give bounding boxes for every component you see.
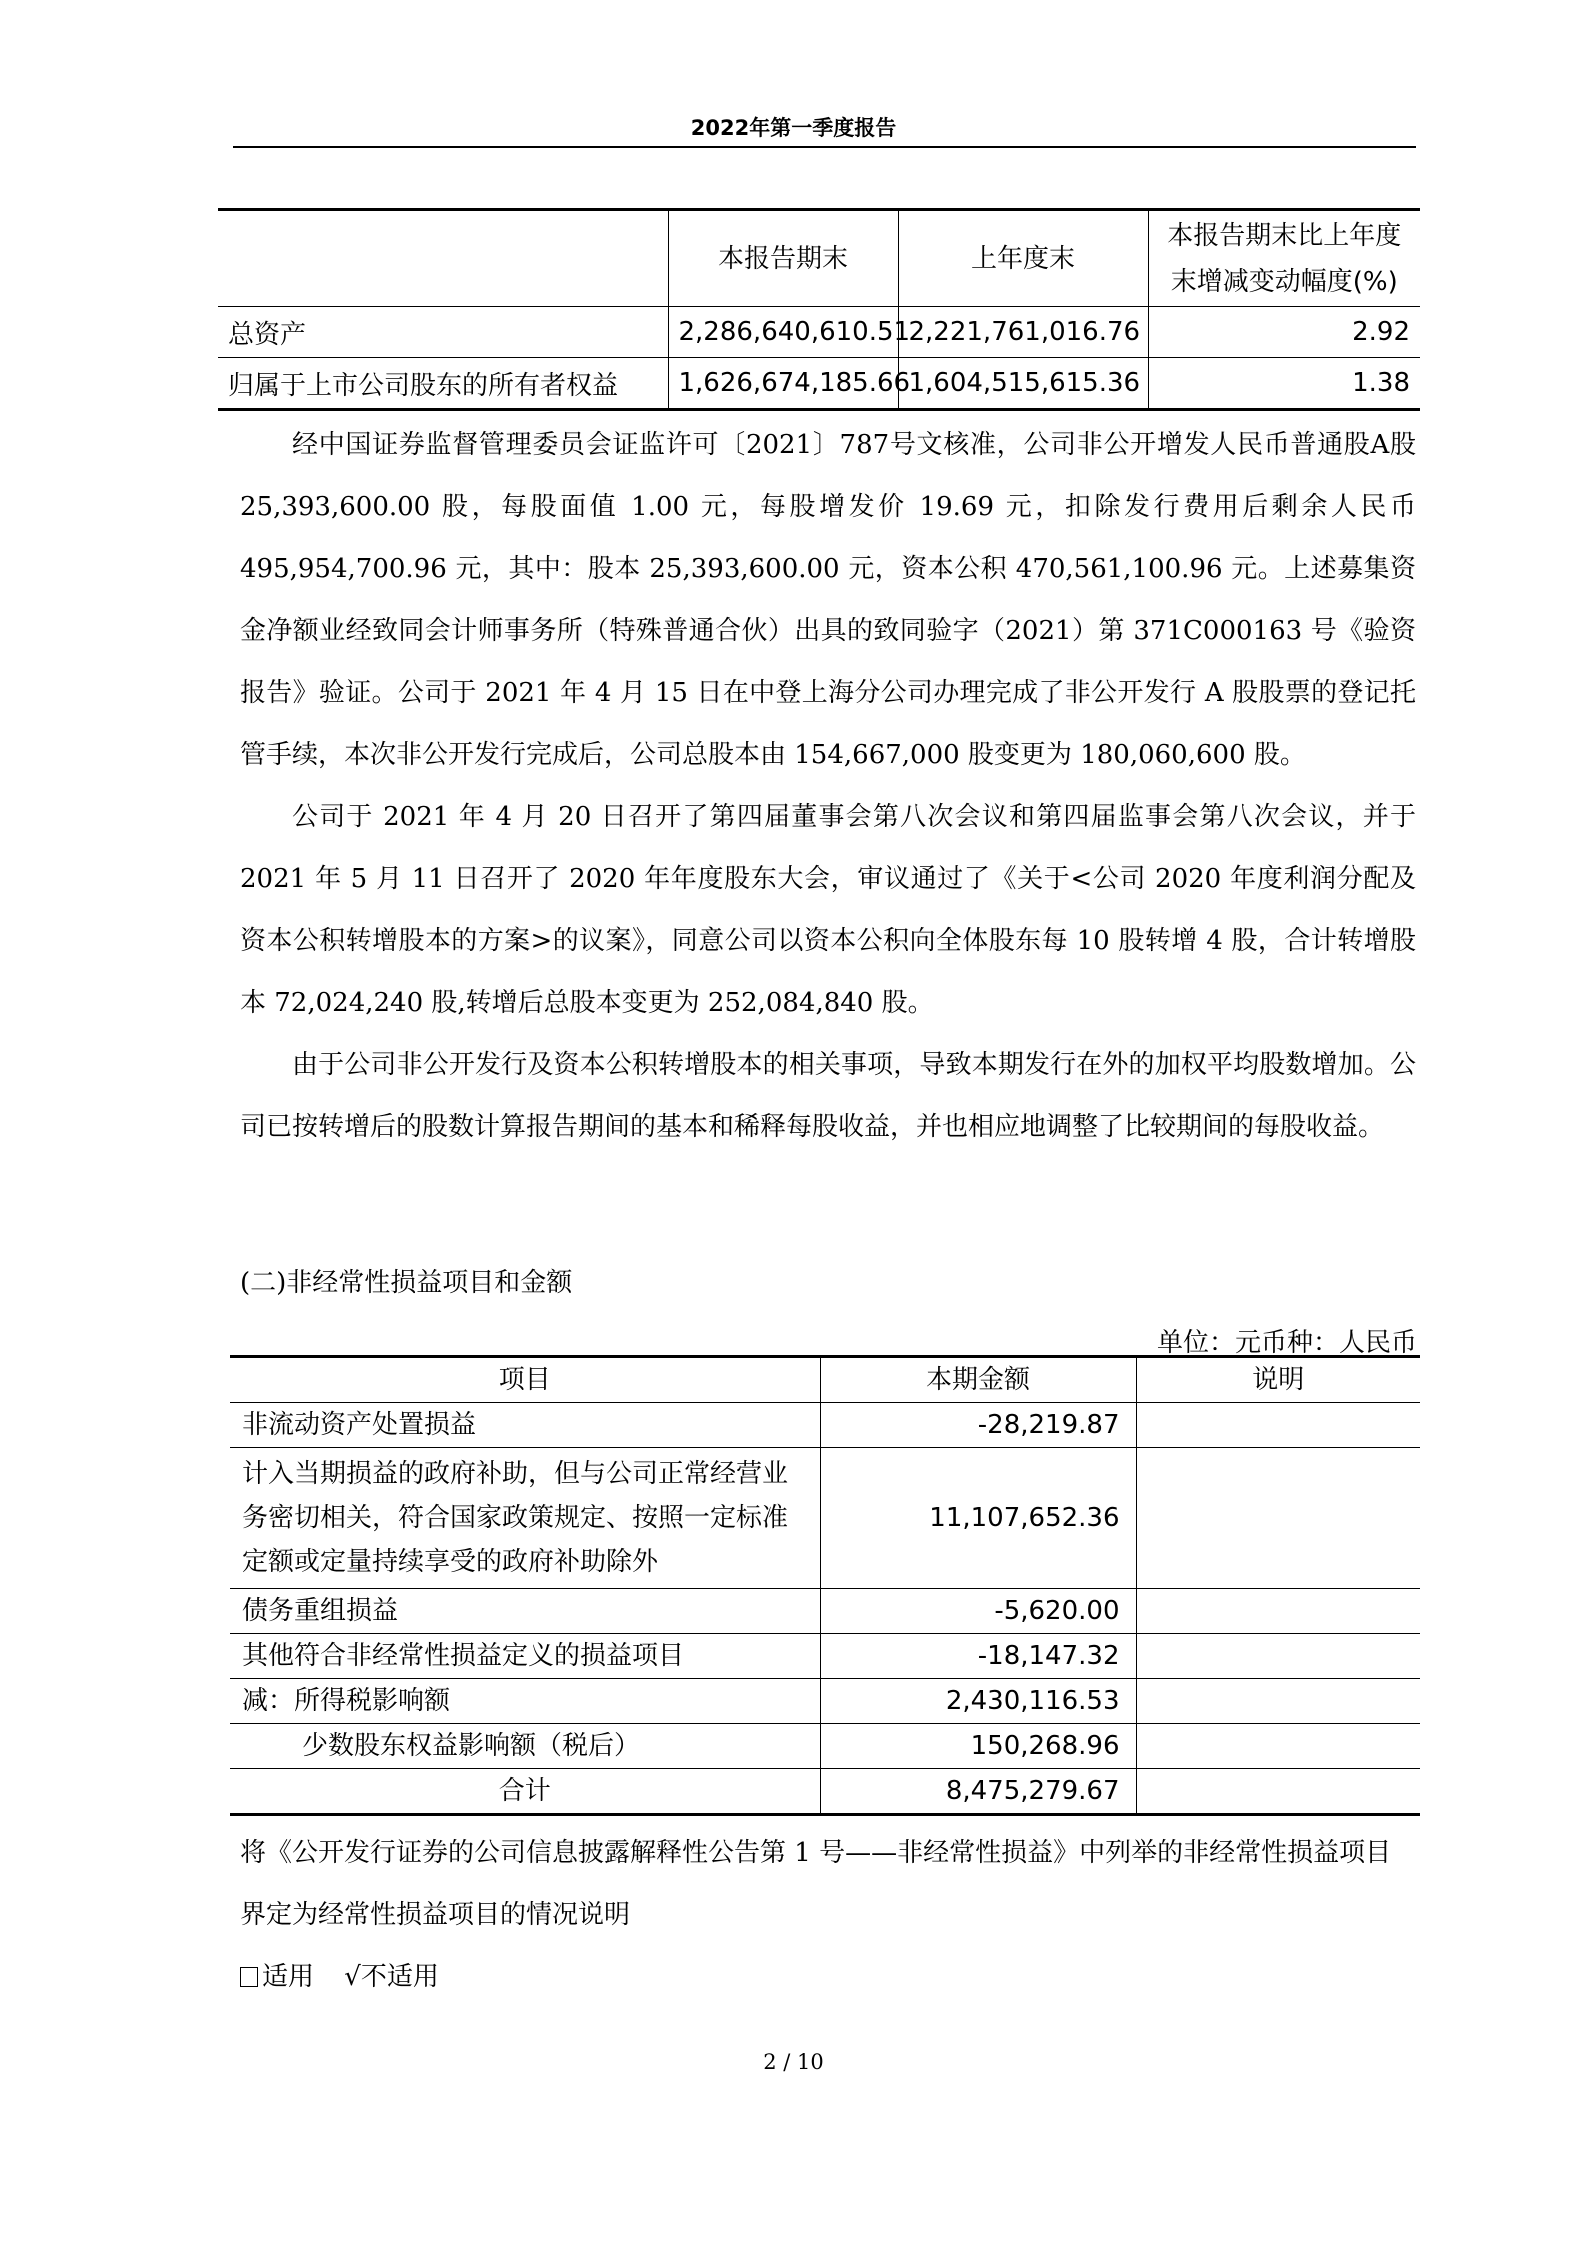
- paragraph-eps-adjustment: 由于公司非公开发行及资本公积转增股本的相关事项，导致本期发行在外的加权平均股数增加。公司已按转增后的股数计算报告期间的基本和稀释每股收益，并也相应地调整了比较期间的每股收益。: [240, 1050, 1416, 1142]
- financial-summary-table: [218, 208, 1420, 411]
- page-header-title: 2022年第一季度报告: [690, 116, 897, 140]
- table-row: [230, 1679, 1420, 1724]
- item-label: 计入当期损益的政府补助，但与公司正常经营业务密切相关，符合国家政策规定、按照一定标准定额或定量持续享受的政府补助除外: [230, 1448, 820, 1589]
- paragraph-capital-conversion: 公司于 2021 年 4 月 20 日召开了第四届董事会第八次会议和第四届监事会第八次会议，并于 2021 年 5 月 11 日召开了 2020 年年度股东大会，审议通过了《关于<公司 2020 年度利润分配及资本公积转增股本的方案>的议案》，同意公司以资本公积向全体股东每 10 股转增 4 股，合计转增股本 72,024,240 股,转增后总股本变更为 252,084,840 股。: [240, 802, 1416, 1018]
- amount-value: 11,107,652.36: [820, 1448, 1136, 1589]
- amount-value: 2,430,116.53: [820, 1679, 1136, 1724]
- section-title: (二)非经常性损益项目和金额: [240, 1268, 573, 1298]
- note-cell: [1136, 1724, 1420, 1769]
- row-label: 总资产: [218, 307, 668, 358]
- total-amount: 8,475,279.67: [820, 1769, 1136, 1815]
- checkbox-icon: [240, 1967, 258, 1987]
- table-row: [230, 1448, 1420, 1589]
- prior-value: 2,221,761,016.76: [898, 307, 1148, 358]
- page-number: 2 / 10: [763, 2050, 824, 2074]
- item-label: 减：所得税影响额: [230, 1679, 820, 1724]
- amount-value: -28,219.87: [820, 1403, 1136, 1448]
- table-row: [218, 358, 1420, 410]
- table-row: [230, 1589, 1420, 1634]
- table-row: [218, 307, 1420, 358]
- table-header-row: [218, 210, 1420, 307]
- note-cell: [1136, 1634, 1420, 1679]
- amount-value: 150,268.96: [820, 1724, 1136, 1769]
- total-label: 合计: [230, 1769, 820, 1815]
- current-value: 2,286,640,610.51: [668, 307, 898, 358]
- table-header-cell: [218, 210, 668, 307]
- note-cell: [1136, 1769, 1420, 1815]
- item-label: 其他符合非经常性损益定义的损益项目: [230, 1634, 820, 1679]
- table-header-cell: 项目: [230, 1357, 820, 1403]
- table-header-row: [230, 1357, 1420, 1403]
- amount-value: -5,620.00: [820, 1589, 1136, 1634]
- paragraph-share-issuance: 经中国证券监督管理委员会证监许可〔2021〕787号文核准，公司非公开增发人民币普通股A股 25,393,600.00 股，每股面值 1.00 元，每股增发价 19.69 元，扣除发行费用后剩余人民币 495,954,700.96 元，其中：股本 25,393,600.00 元，资本公积 470,561,100.96 元。上述募集资金净额业经致同会计师事务所（特殊普通合伙）出具的致同验字（2021）第 371C000163 号《验资报告》验证。公司于 2021 年 4 月 15 日在中登上海分公司办理完成了非公开发行 A 股股票的登记托管手续，本次非公开发行完成后，公司总股本由 154,667,000 股变更为 180,060,600 股。: [240, 430, 1416, 770]
- classification-note: 将《公开发行证券的公司信息披露解释性公告第 1 号——非经常性损益》中列举的非经常性损益项目界定为经常性损益项目的情况说明: [240, 1838, 1392, 1930]
- applicability-choices: [240, 1956, 439, 1993]
- prior-value: 1,604,515,615.36: [898, 358, 1148, 410]
- check-mark-icon: √: [344, 1962, 361, 1992]
- amount-value: -18,147.32: [820, 1634, 1136, 1679]
- note-cell: [1136, 1403, 1420, 1448]
- change-value: 2.92: [1148, 307, 1420, 358]
- header-rule: [233, 146, 1416, 148]
- item-label: 债务重组损益: [230, 1589, 820, 1634]
- item-label: 少数股东权益影响额（税后）: [230, 1724, 820, 1769]
- row-label: 归属于上市公司股东的所有者权益: [218, 358, 668, 410]
- non-recurring-items-table: [230, 1355, 1420, 1816]
- note-cell: [1136, 1679, 1420, 1724]
- table-header-cell: 说明: [1136, 1357, 1420, 1403]
- table-row: [230, 1403, 1420, 1448]
- table-header-cell: 本报告期末比上年度末增减变动幅度(%): [1148, 210, 1420, 307]
- unit-label: 单位：元币种：人民币: [1156, 1328, 1417, 1358]
- table-row: [230, 1634, 1420, 1679]
- table-header-cell: 本期金额: [820, 1357, 1136, 1403]
- table-row: [230, 1724, 1420, 1769]
- change-value: 1.38: [1148, 358, 1420, 410]
- item-label: 非流动资产处置损益: [230, 1403, 820, 1448]
- table-header-cell: 本报告期末: [668, 210, 898, 307]
- option-applicable: 适用: [262, 1962, 315, 1992]
- option-not-applicable: 不适用: [360, 1962, 439, 1992]
- note-cell: [1136, 1448, 1420, 1589]
- current-value: 1,626,674,185.66: [668, 358, 898, 410]
- note-cell: [1136, 1589, 1420, 1634]
- table-total-row: [230, 1769, 1420, 1815]
- table-header-cell: 上年度末: [898, 210, 1148, 307]
